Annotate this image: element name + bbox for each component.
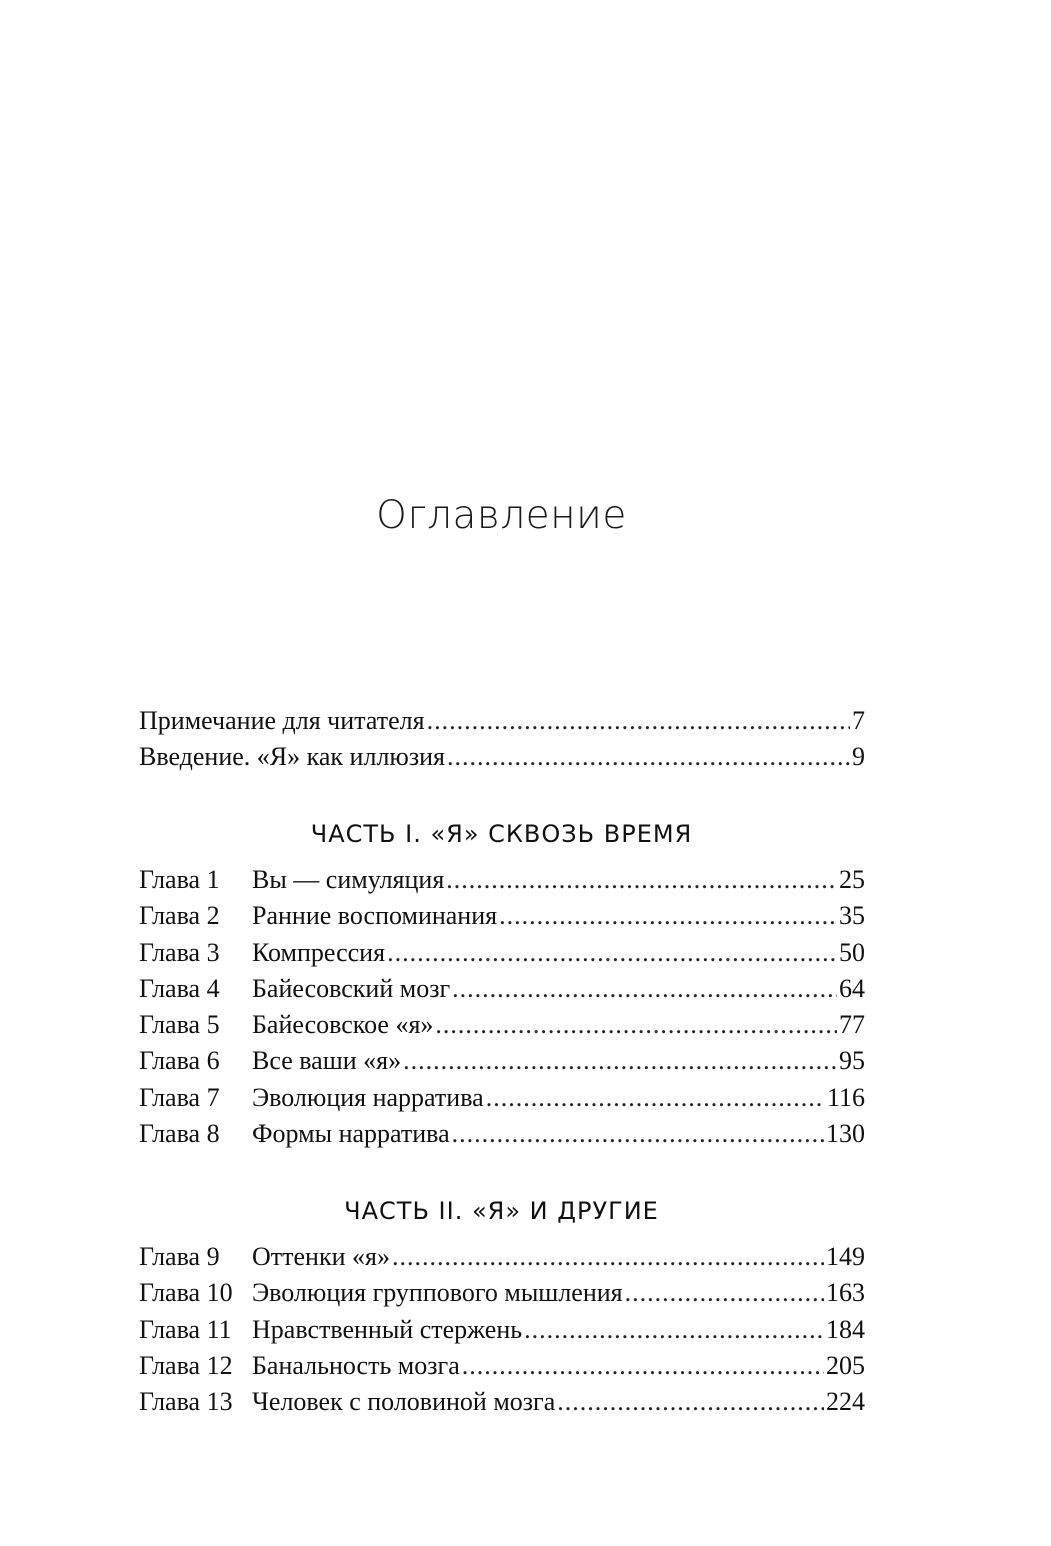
toc-leader xyxy=(447,739,850,775)
toc-leader xyxy=(625,1275,824,1311)
toc-entry[interactable] xyxy=(139,862,865,898)
part-1-title: ЧАСТЬ I. «Я» СКВОЗЬ ВРЕМЯ xyxy=(310,820,693,848)
toc-entry-title: Введение. «Я» как иллюзия xyxy=(139,742,445,772)
toc-entry[interactable] xyxy=(139,971,865,1007)
chapter-label: Глава 9 xyxy=(139,1242,220,1271)
chapter-label: Глава 7 xyxy=(139,1082,220,1112)
toc-entry[interactable] xyxy=(139,703,865,739)
chapter-label: Глава 8 xyxy=(139,1119,220,1149)
part-1-chapter-list xyxy=(139,862,865,1152)
chapter-label: Глава 6 xyxy=(139,1046,220,1076)
toc-entry-page: 184 xyxy=(826,1314,865,1344)
chapter-label: Глава 1 xyxy=(139,865,220,894)
toc-leader xyxy=(427,703,850,739)
toc-entry-title: Формы нарратива xyxy=(252,1119,450,1149)
part-2-title: ЧАСТЬ II. «Я» И ДРУГИЕ xyxy=(344,1197,659,1225)
toc-entry-page: 50 xyxy=(839,937,865,967)
chapter-label: Глава 12 xyxy=(139,1350,233,1380)
toc-entry[interactable] xyxy=(139,935,865,971)
toc-entry-title: Примечание для читателя xyxy=(139,706,425,735)
toc-entry[interactable] xyxy=(139,1116,865,1152)
toc-entry-page: 163 xyxy=(826,1278,865,1308)
toc-entry-title: Человек с половиной мозга xyxy=(252,1387,556,1417)
toc-entry[interactable] xyxy=(139,898,865,934)
toc-entry-page: 77 xyxy=(839,1010,865,1040)
part-2-chapter-list xyxy=(139,1239,865,1420)
toc-entry-page: 130 xyxy=(826,1119,865,1149)
toc-entry-title: Байесовское «я» xyxy=(252,1010,434,1040)
toc-leader xyxy=(387,935,837,971)
chapter-label: Глава 11 xyxy=(139,1314,232,1344)
toc-entry[interactable] xyxy=(139,1275,865,1311)
toc-leader xyxy=(462,1348,824,1384)
toc-entry[interactable] xyxy=(139,1007,865,1043)
toc-entry-page: 9 xyxy=(852,742,865,772)
toc-leader xyxy=(403,1043,837,1079)
toc-entry-title: Компрессия xyxy=(252,937,386,967)
toc-entry[interactable] xyxy=(139,1239,865,1275)
toc-entry-page: 116 xyxy=(826,1082,865,1112)
toc-entry[interactable] xyxy=(139,739,865,775)
toc-entry[interactable] xyxy=(139,1043,865,1079)
toc-entry-page: 224 xyxy=(826,1387,865,1417)
chapter-label: Глава 3 xyxy=(139,937,220,967)
toc-entry-page: 64 xyxy=(839,973,865,1003)
toc-leader xyxy=(524,1312,824,1348)
chapter-label: Глава 10 xyxy=(139,1278,233,1308)
toc-entry-page: 95 xyxy=(839,1046,865,1076)
chapter-label: Глава 4 xyxy=(139,973,220,1003)
chapter-label: Глава 13 xyxy=(139,1387,233,1417)
page-title: Оглавление xyxy=(376,493,627,538)
toc-entry-title: Эволюция группового мышления xyxy=(252,1278,623,1308)
toc-entry-title: Банальность мозга xyxy=(252,1350,460,1380)
toc-leader xyxy=(435,1007,837,1043)
toc-leader xyxy=(446,862,837,898)
toc-entry-title: Байесовский мозг xyxy=(252,973,451,1003)
toc-entry[interactable] xyxy=(139,1312,865,1348)
toc-leader xyxy=(452,971,837,1007)
toc-entry-title: Вы — симуляция xyxy=(252,865,445,894)
chapter-label: Глава 2 xyxy=(139,901,220,931)
toc-entry[interactable] xyxy=(139,1384,865,1420)
toc-leader xyxy=(392,1239,824,1275)
toc-leader xyxy=(486,1080,825,1116)
toc-leader xyxy=(557,1384,824,1420)
toc-entry-page: 7 xyxy=(852,706,865,735)
toc-entry-page: 25 xyxy=(839,865,865,894)
chapter-label: Глава 5 xyxy=(139,1010,220,1040)
toc-entry-title: Эволюция нарратива xyxy=(252,1082,484,1112)
toc-entry-title: Нравственный стержень xyxy=(252,1314,523,1344)
toc-entry-page: 149 xyxy=(826,1242,865,1271)
toc-entry-page: 205 xyxy=(826,1350,865,1380)
toc-entry-title: Оттенки «я» xyxy=(252,1242,390,1271)
toc-entry[interactable] xyxy=(139,1080,865,1116)
toc-entry-page: 35 xyxy=(839,901,865,931)
toc-leader xyxy=(452,1116,824,1152)
toc-entry[interactable] xyxy=(139,1348,865,1384)
toc-leader xyxy=(499,898,837,934)
toc-entry-title: Все ваши «я» xyxy=(252,1046,402,1076)
toc-entry-title: Ранние воспоминания xyxy=(252,901,498,931)
front-matter-list xyxy=(139,703,865,776)
